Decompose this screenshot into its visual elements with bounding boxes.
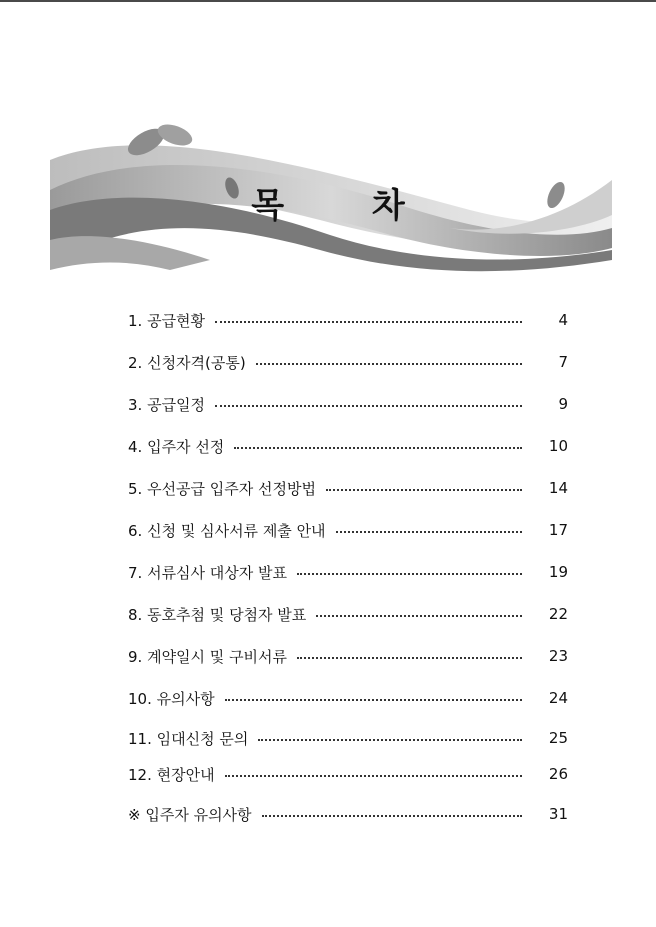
toc-leader-dots <box>336 531 522 533</box>
toc-entry-label: ※ 입주자 유의사항 <box>128 805 252 824</box>
toc-leader-dots <box>316 615 522 617</box>
toc-entry-page: 9 <box>558 395 568 413</box>
toc-entry[interactable] <box>128 350 568 374</box>
toc-leader-dots <box>256 363 522 365</box>
toc-leader-dots <box>234 447 522 449</box>
toc-entry-label: 4. 입주자 선정 <box>128 437 225 456</box>
toc-leader-dots <box>262 815 522 817</box>
toc-entry-page: 7 <box>558 353 568 371</box>
toc-leader-dots <box>225 699 522 701</box>
toc-entry-page: 26 <box>548 765 568 783</box>
toc-entry[interactable] <box>128 762 568 786</box>
toc-entry-page: 19 <box>548 563 568 581</box>
toc-entry[interactable] <box>128 802 568 826</box>
toc-entry[interactable] <box>128 686 568 710</box>
toc-leader-dots <box>215 321 522 323</box>
toc-entry[interactable] <box>128 726 568 750</box>
toc-entry-page: 4 <box>558 311 568 329</box>
toc-entry-label: 12. 현장안내 <box>128 765 215 784</box>
toc-leader-dots <box>326 489 522 491</box>
toc-leader-dots <box>297 573 522 575</box>
toc-entry-label: 1. 공급현황 <box>128 311 206 330</box>
toc-entry[interactable] <box>128 308 568 332</box>
toc-entry-label: 7. 서류심사 대상자 발표 <box>128 563 288 582</box>
toc-entry-page: 31 <box>548 805 568 823</box>
top-border <box>0 0 656 2</box>
toc-entry-label: 10. 유의사항 <box>128 689 215 708</box>
toc-entry[interactable] <box>128 476 568 500</box>
toc-entry[interactable] <box>128 518 568 542</box>
toc-entry[interactable] <box>128 602 568 626</box>
toc-leader-dots <box>258 739 522 741</box>
toc-entry-page: 25 <box>548 729 568 747</box>
page-title: 목 차 <box>251 186 443 226</box>
toc-entry-label: 2. 신청자격(공통) <box>128 353 246 372</box>
toc-entry-page: 14 <box>548 479 568 497</box>
toc-entry-page: 23 <box>548 647 568 665</box>
toc-entry-page: 10 <box>548 437 568 455</box>
toc-entry[interactable] <box>128 392 568 416</box>
toc-leader-dots <box>225 775 522 777</box>
toc-entry-label: 9. 계약일시 및 구비서류 <box>128 647 288 666</box>
toc-entry[interactable] <box>128 560 568 584</box>
toc-entry-label: 8. 동호추첨 및 당첨자 발표 <box>128 605 307 624</box>
toc-entry-label: 11. 임대신청 문의 <box>128 729 249 748</box>
toc-entry-label: 5. 우선공급 입주자 선정방법 <box>128 479 317 498</box>
toc-entry-label: 3. 공급일정 <box>128 395 206 414</box>
toc-entry-page: 24 <box>548 689 568 707</box>
toc-entry[interactable] <box>128 434 568 458</box>
toc-leader-dots <box>215 405 522 407</box>
toc-entry-page: 17 <box>548 521 568 539</box>
toc-leader-dots <box>297 657 522 659</box>
toc-entry-page: 22 <box>548 605 568 623</box>
toc-entry[interactable] <box>128 644 568 668</box>
toc-entry-label: 6. 신청 및 심사서류 제출 안내 <box>128 521 326 540</box>
